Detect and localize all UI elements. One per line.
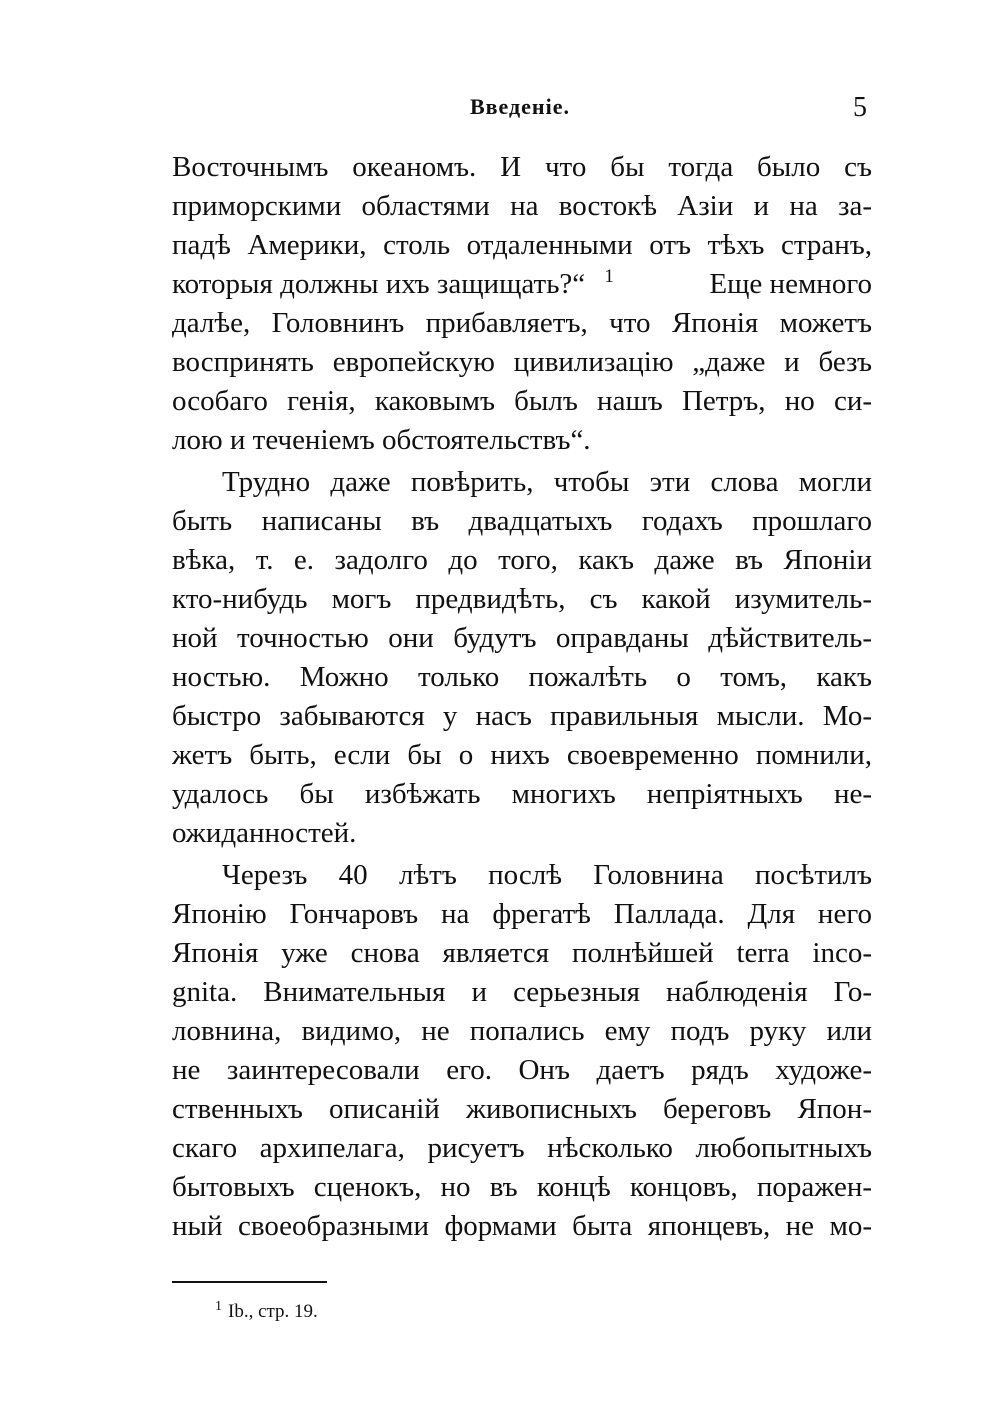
paragraph-1-line-6: воспринять европейскую цивилизацію „даже и безъ <box>172 346 872 378</box>
paragraph-1-line-4-tail: Еще немного <box>709 268 872 300</box>
paragraph-1-line-2: приморскими областями на востокѣ Азіи и на за- <box>172 190 872 222</box>
paragraph-1-line-3: падѣ Америки, столь отдаленными отъ тѣхъ странъ, <box>172 229 872 261</box>
paragraph-3-line-5: ловнина, видимо, не попались ему подъ руку или <box>172 1015 872 1047</box>
paragraph-3-line-3: Японія уже снова является полнѣйшей terra inco- <box>172 937 872 969</box>
running-head-title: Введеніе. <box>470 94 570 119</box>
paragraph-3-line-9: бытовыхъ сценокъ, но въ концѣ концовъ, поражен- <box>172 1171 872 1203</box>
paragraph-1-line-4-text: которыя должны ихъ защищать?“ <box>172 268 586 300</box>
paragraph-2-line-4: кто-нибудь могъ предвидѣть, съ какой изумитель- <box>172 583 872 615</box>
paragraph-3-line-4: gnita. Внимательныя и серьезныя наблюденія Го- <box>172 976 872 1008</box>
paragraph-2-line-10: ожиданностей. <box>172 817 357 849</box>
paragraph-2-line-6: ностью. Можно только пожалѣть о томъ, какъ <box>172 661 872 693</box>
paragraph-3-line-1: Черезъ 40 лѣтъ послѣ Головнина посѣтилъ <box>222 859 872 891</box>
paragraph-2-line-8: жетъ быть, если бы о нихъ своевременно помнили, <box>172 739 872 771</box>
paragraph-3-line-2: Японію Гончаровъ на фрегатѣ Паллада. Для него <box>172 898 872 930</box>
paragraph-3-line-6: не заинтересовали его. Онъ даетъ рядъ художе- <box>172 1054 872 1086</box>
footnote-marker: 1 <box>215 1298 222 1314</box>
paragraph-1-line-5: далѣе, Головнинъ прибавляетъ, что Японія можетъ <box>172 307 872 339</box>
paragraph-1-line-8: лою и теченіемъ обстоятельствъ“. <box>172 424 591 456</box>
footnote-divider <box>172 1281 327 1283</box>
paragraph-2-line-7: быстро забываются у насъ правильныя мысли. Мо- <box>172 700 872 732</box>
paragraph-1-line-1: Восточнымъ океаномъ. И что бы тогда было съ <box>172 151 872 183</box>
paragraph-3-line-10: ный своеобразными формами быта японцевъ, не мо- <box>172 1210 872 1242</box>
paragraph-1-line-7: особаго генія, каковымъ былъ нашъ Петръ, но си- <box>172 385 872 417</box>
page-number: 5 <box>853 92 867 123</box>
paragraph-2-line-5: ной точностью они будутъ оправданы дѣйствитель- <box>172 622 872 654</box>
paragraph-2-line-3: вѣка, т. е. задолго до того, какъ даже въ Японіи <box>172 544 872 576</box>
paragraph-2-line-1: Трудно даже повѣрить, чтобы эти слова могли <box>222 466 872 498</box>
footnote-reference: 1 <box>604 266 614 288</box>
paragraph-1-line-4 <box>172 267 872 301</box>
paragraph-2-line-9: удалось бы избѣжать многихъ непріятныхъ не- <box>172 778 872 810</box>
footnote-text: Ib., стр. 19. <box>228 1301 318 1322</box>
paragraph-3-line-7: ственныхъ описаній живописныхъ береговъ Япон- <box>172 1093 872 1125</box>
footnote-1 <box>215 1298 318 1323</box>
paragraph-3-line-8: скаго архипелага, рисуетъ нѣсколько любопытныхъ <box>172 1132 872 1164</box>
paragraph-2-line-2: быть написаны въ двадцатыхъ годахъ прошлаго <box>172 505 872 537</box>
